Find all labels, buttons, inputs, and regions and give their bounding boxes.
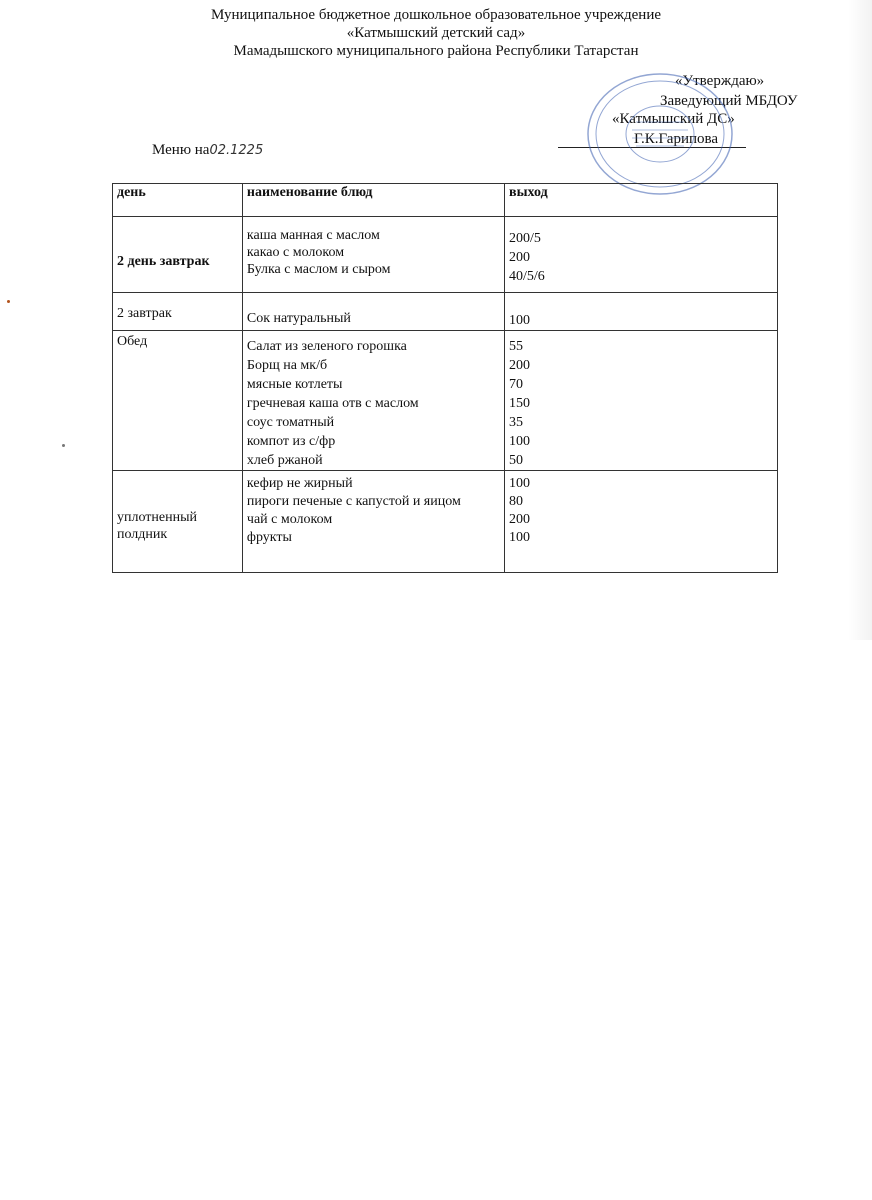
table-header-row xyxy=(113,184,778,217)
yield-item: 40/5/6 xyxy=(509,269,545,284)
menu-label: Меню на xyxy=(152,142,210,158)
dish-item: компот из с/фр xyxy=(246,434,336,449)
scan-speck xyxy=(7,300,10,303)
yield-list xyxy=(505,217,778,293)
yield-item: 50 xyxy=(509,453,524,468)
meal-name: Обед xyxy=(113,331,243,471)
yield-item: 80 xyxy=(509,494,524,509)
dish-item: кефир не жирный xyxy=(246,476,353,491)
yield-item: 100 xyxy=(509,313,531,328)
yield-item: 55 xyxy=(509,339,524,354)
org-title-line1: Муниципальное бюджетное дошкольное образовательное учреждение xyxy=(211,7,661,23)
dish-list xyxy=(242,217,504,293)
dish-item: Сок натуральный xyxy=(246,311,351,326)
menu-table xyxy=(112,183,778,573)
dish-item: Булка с маслом и сыром xyxy=(246,262,391,277)
yield-item: 200 xyxy=(509,250,531,265)
dish-item: фрукты xyxy=(246,530,292,545)
yield-item: 200/5 xyxy=(509,231,541,246)
table-row xyxy=(113,471,778,573)
header-yield: выход xyxy=(505,184,778,217)
dish-item: пироги печеные с капустой и яицом xyxy=(246,494,461,509)
yield-list xyxy=(505,293,778,331)
yield-item: 200 xyxy=(509,358,531,373)
dish-item: чай с молоком xyxy=(246,512,333,527)
approver-position: Заведующий МБДОУ xyxy=(660,93,798,109)
dish-item: хлеб ржаной xyxy=(246,453,323,468)
meal-name: уплотненный полдник xyxy=(113,471,243,573)
header-dishes: наименование блюд xyxy=(242,184,504,217)
table-row xyxy=(113,217,778,293)
yield-item: 100 xyxy=(509,476,531,491)
yield-item: 70 xyxy=(509,377,524,392)
table-row xyxy=(113,331,778,471)
dish-list xyxy=(242,293,504,331)
org-title-line3: Мамадышского муниципального района Республики Татарстан xyxy=(233,43,639,59)
meal-name: 2 завтрак xyxy=(113,293,243,331)
approve-label: «Утверждаю» xyxy=(675,73,765,89)
dish-item: Борщ на мк/б xyxy=(246,358,328,373)
dish-item: соус томатный xyxy=(246,415,335,430)
header-day: день xyxy=(113,184,243,217)
yield-item: 150 xyxy=(509,396,531,411)
approver-org: «Катмышский ДС» xyxy=(612,111,735,127)
table-row xyxy=(113,293,778,331)
scan-speck xyxy=(62,444,65,447)
dish-item: Салат из зеленого горошка xyxy=(246,339,407,354)
menu-date: 02.1225 xyxy=(209,143,264,158)
dish-item: гречневая каша отв с маслом xyxy=(246,396,419,411)
round-stamp-icon xyxy=(586,72,734,196)
dish-list xyxy=(242,331,504,471)
meal-name: 2 день завтрак xyxy=(113,217,243,293)
dish-item: каша манная с маслом xyxy=(246,228,380,243)
dish-item: какао с молоком xyxy=(246,245,345,260)
approver-name: Г.К.Гарипова xyxy=(634,131,719,147)
dish-item: мясные котлеты xyxy=(246,377,343,392)
yield-item: 100 xyxy=(509,530,531,545)
yield-list xyxy=(505,331,778,471)
menu-title xyxy=(152,142,263,159)
yield-item: 100 xyxy=(509,434,531,449)
yield-item: 35 xyxy=(509,415,524,430)
scan-shadow xyxy=(848,0,872,640)
org-title-line2: «Катмышский детский сад» xyxy=(346,25,526,41)
yield-item: 200 xyxy=(509,512,531,527)
yield-list xyxy=(505,471,778,573)
dish-list xyxy=(242,471,504,573)
